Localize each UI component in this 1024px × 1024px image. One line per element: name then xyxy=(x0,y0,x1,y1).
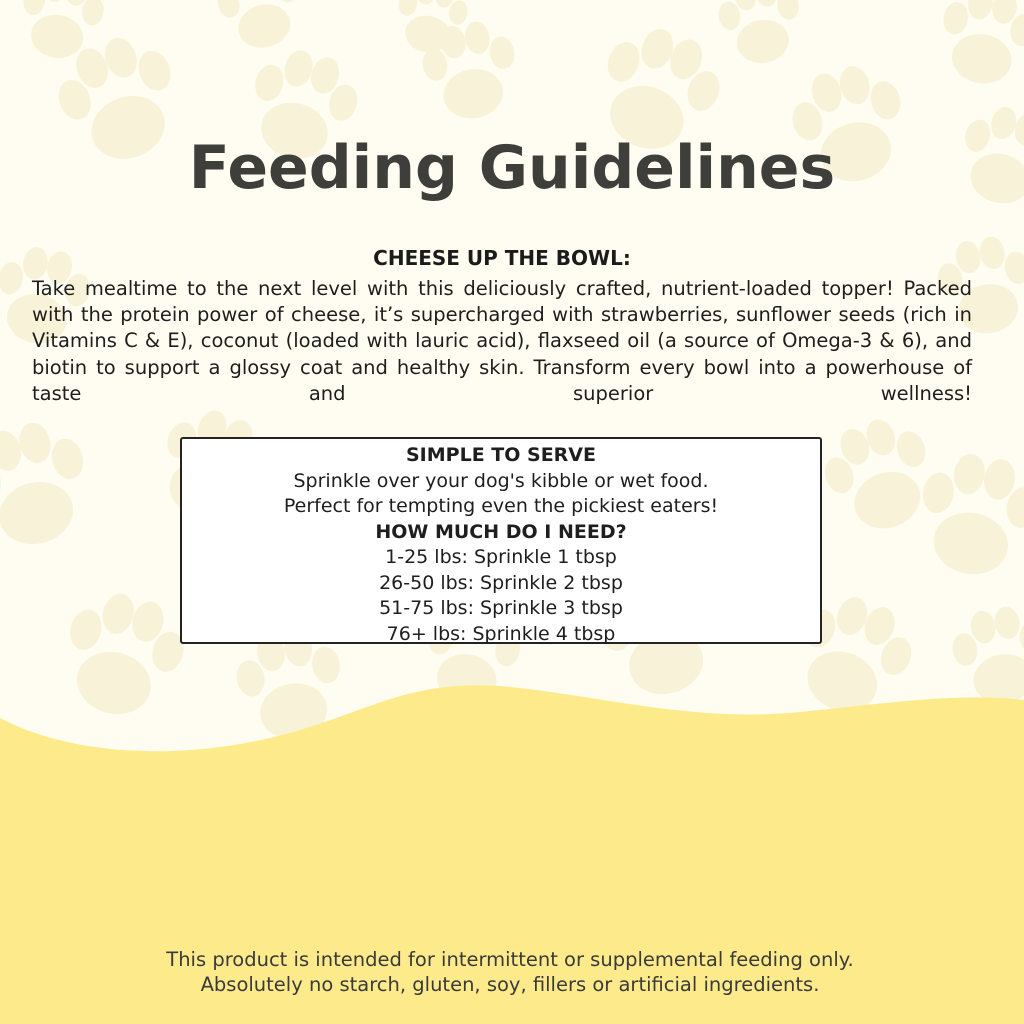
footer-disclaimer xyxy=(0,947,1020,997)
serving-instructions-box xyxy=(180,437,822,644)
intro-heading: CHEESE UP THE BOWL: xyxy=(373,246,631,270)
amount-heading: HOW MUCH DO I NEED? xyxy=(375,520,627,543)
footer-line: Absolutely no starch, gluten, soy, fillers or artificial ingredients. xyxy=(200,973,820,996)
amount-row: 26-50 lbs: Sprinkle 2 tbsp xyxy=(379,571,623,594)
serve-instruction: Perfect for tempting even the pickiest eaters! xyxy=(283,495,719,517)
amount-row: 51-75 lbs: Sprinkle 3 tbsp xyxy=(379,597,623,619)
amount-row: 1-25 lbs: Sprinkle 1 tbsp xyxy=(385,546,617,568)
amount-row: 76+ lbs: Sprinkle 4 tbsp xyxy=(386,622,616,645)
footer-line: This product is intended for intermittent or supplemental feeding only. xyxy=(166,948,854,971)
serve-instruction: Sprinkle over your dog's kibble or wet food. xyxy=(293,469,709,492)
serve-heading: SIMPLE TO SERVE xyxy=(406,444,596,466)
page-title: Feeding Guidelines xyxy=(188,133,836,203)
intro-body: Take mealtime to the next level with this deliciously crafted, nutrient-loaded topper! Packed with the protein power of cheese, it’s supercharged with strawberries, sunflower seeds (rich in Vitamins C & E), coconut (loaded with lauric acid), flaxseed oil (a source of Omega-3 & 6), and biotin to support a glossy coat and healthy skin. Transform every bowl into a powerhouse of taste and superior wellness! xyxy=(32,277,972,405)
